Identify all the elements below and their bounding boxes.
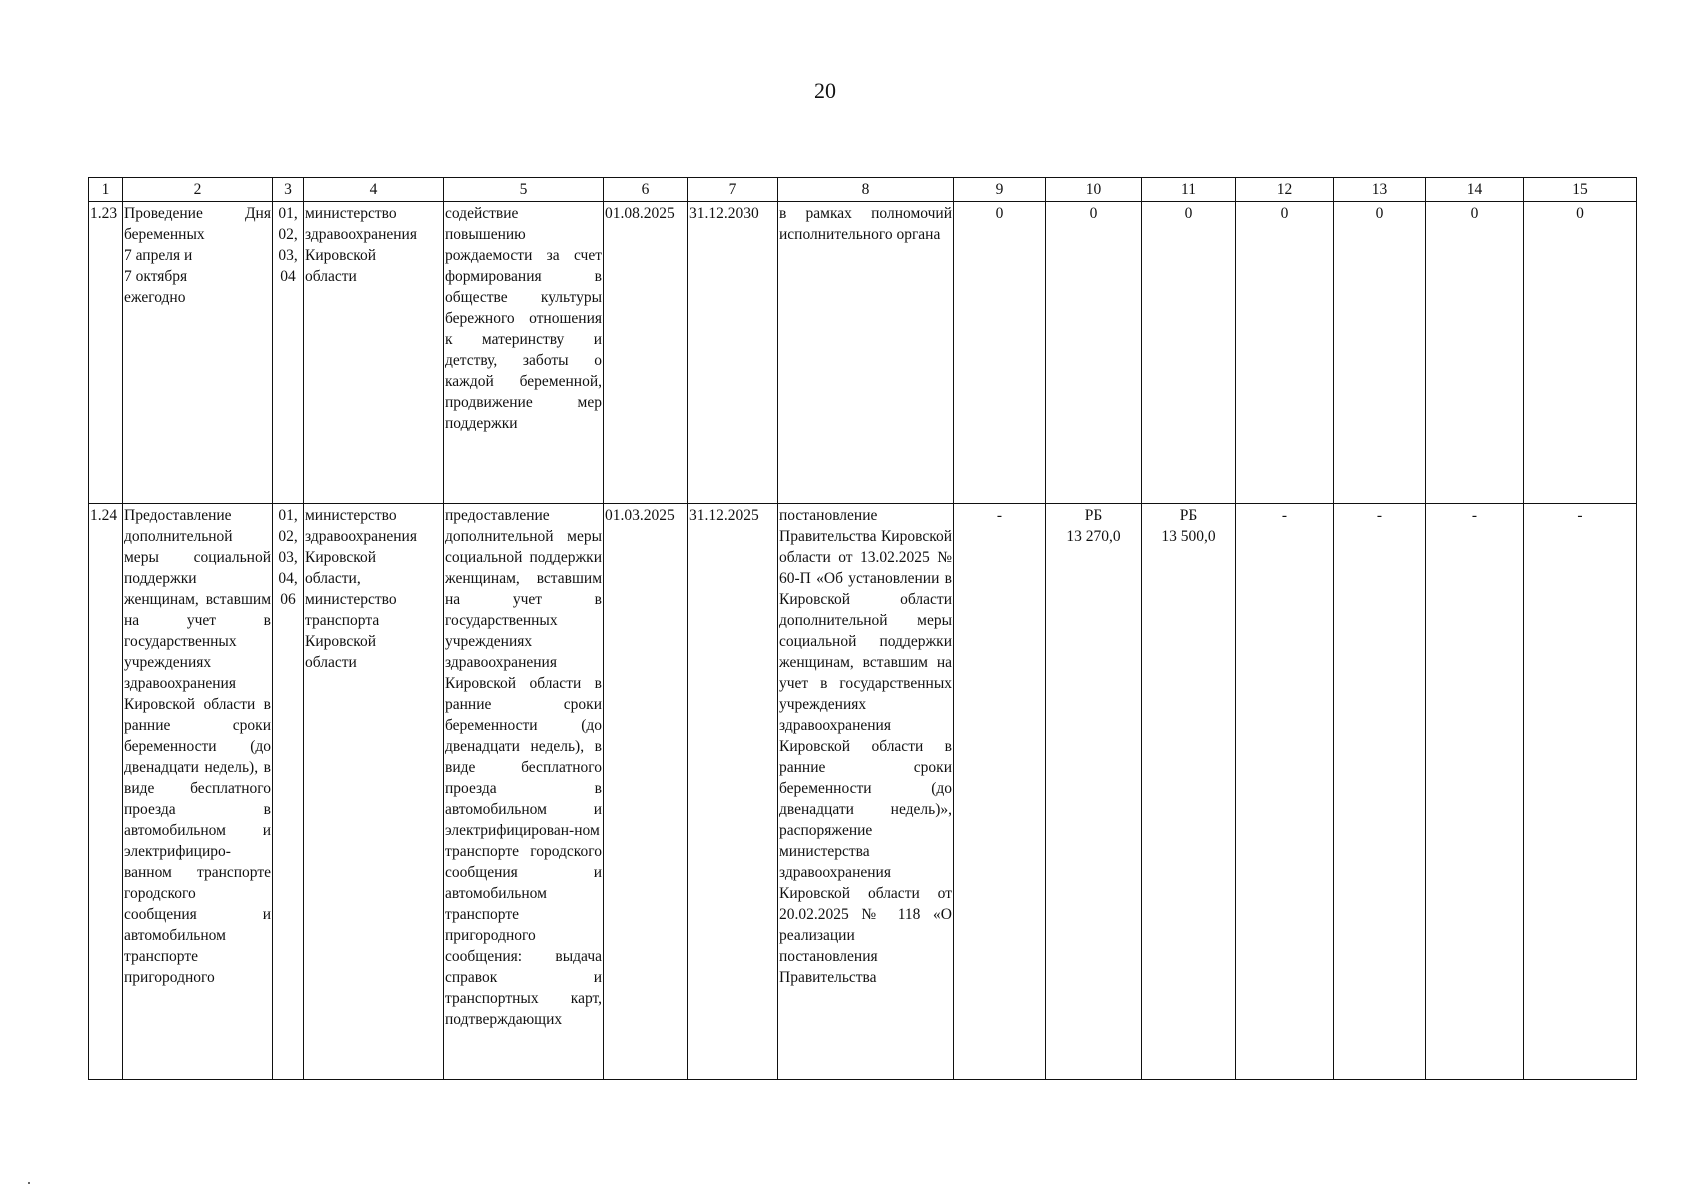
- funding-value: 0: [1236, 202, 1334, 504]
- expected-result: содействие повышению рождаемости за счет формирования в обществе культуры бережного отношения к материнству и детству, заботы о каждой беременной, продвижение мер поддержки: [444, 202, 604, 504]
- col-header: 1: [89, 178, 123, 202]
- col-header: 13: [1334, 178, 1426, 202]
- col-header: 7: [688, 178, 778, 202]
- col-header: 8: [778, 178, 954, 202]
- funding-value: -: [954, 504, 1046, 1080]
- table-row: [89, 504, 1637, 1080]
- funding-value: 0: [1524, 202, 1637, 504]
- row-number: 1.24: [89, 504, 123, 1080]
- funding-value: 0: [954, 202, 1046, 504]
- district-codes: 01, 02, 03, 04, 06: [273, 504, 304, 1080]
- col-header: 10: [1046, 178, 1142, 202]
- funding-value: -: [1334, 504, 1426, 1080]
- col-header: 12: [1236, 178, 1334, 202]
- event-name: Предоставление дополнительной меры социальной поддержки женщинам, вставшим на учет в государственных учреждениях здравоохранения Кировской области в ранние сроки беременности (до двенадцати недель), в виде бесплатного проезда в автомобильном и электрифициро-ванном транспорте городского сообщения и автомобильном транспорте пригородного: [123, 504, 273, 1080]
- start-date: 01.03.2025: [604, 504, 688, 1080]
- legal-basis: постановление Правительства Кировской области от 13.02.2025 № 60-П «Об установлении в Кировской области дополнительной меры социальной поддержки женщинам, вставшим на учет в государственных учреждениях здравоохранения Кировской области в ранние сроки беременности (до двенадцати недель)», распоряжение министерства здравоохранения Кировской области от 20.02.2025 № 118 «О реализации постановления Правительства: [778, 504, 954, 1080]
- table-row: [89, 202, 1637, 504]
- funding-value: -: [1236, 504, 1334, 1080]
- funding-value: 0: [1426, 202, 1524, 504]
- end-date: 31.12.2030: [688, 202, 778, 504]
- col-header: 4: [304, 178, 444, 202]
- funding-value: 0: [1334, 202, 1426, 504]
- page-number: 20: [814, 78, 836, 103]
- expected-result: предоставление дополнительной меры социальной поддержки женщинам, вставшим на учет в государственных учреждениях здравоохранения Кировской области в ранние сроки беременности (до двенадцати недель), в виде бесплатного проезда в автомобильном и электрифицирован-ном транспорте городского сообщения и автомобильном транспорте пригородного сообщения: выдача справок и транспортных карт, подтверждающих: [444, 504, 604, 1080]
- responsible-body: министерство здравоохранения Кировской области: [304, 202, 444, 504]
- col-header: 5: [444, 178, 604, 202]
- col-header: 9: [954, 178, 1046, 202]
- funding-value: РБ 13 500,0: [1142, 504, 1236, 1080]
- event-name: Проведение Дня беременных 7 апреля и 7 октября ежегодно: [123, 202, 273, 504]
- scan-speck: [28, 1182, 30, 1184]
- col-header: 2: [123, 178, 273, 202]
- col-header: 6: [604, 178, 688, 202]
- col-header: 15: [1524, 178, 1637, 202]
- responsible-body: министерство здравоохранения Кировской области, министерство транспорта Кировской области: [304, 504, 444, 1080]
- start-date: 01.08.2025: [604, 202, 688, 504]
- district-codes: 01, 02, 03, 04: [273, 202, 304, 504]
- funding-value: -: [1426, 504, 1524, 1080]
- program-table: [88, 177, 1637, 1080]
- funding-value: 0: [1142, 202, 1236, 504]
- funding-value: -: [1524, 504, 1637, 1080]
- col-header: 3: [273, 178, 304, 202]
- row-number: 1.23: [89, 202, 123, 504]
- funding-value: РБ 13 270,0: [1046, 504, 1142, 1080]
- col-header: 14: [1426, 178, 1524, 202]
- column-number-row: [89, 178, 1637, 202]
- end-date: 31.12.2025: [688, 504, 778, 1080]
- legal-basis: в рамках полномочий исполнительного органа: [778, 202, 954, 504]
- funding-value: 0: [1046, 202, 1142, 504]
- col-header: 11: [1142, 178, 1236, 202]
